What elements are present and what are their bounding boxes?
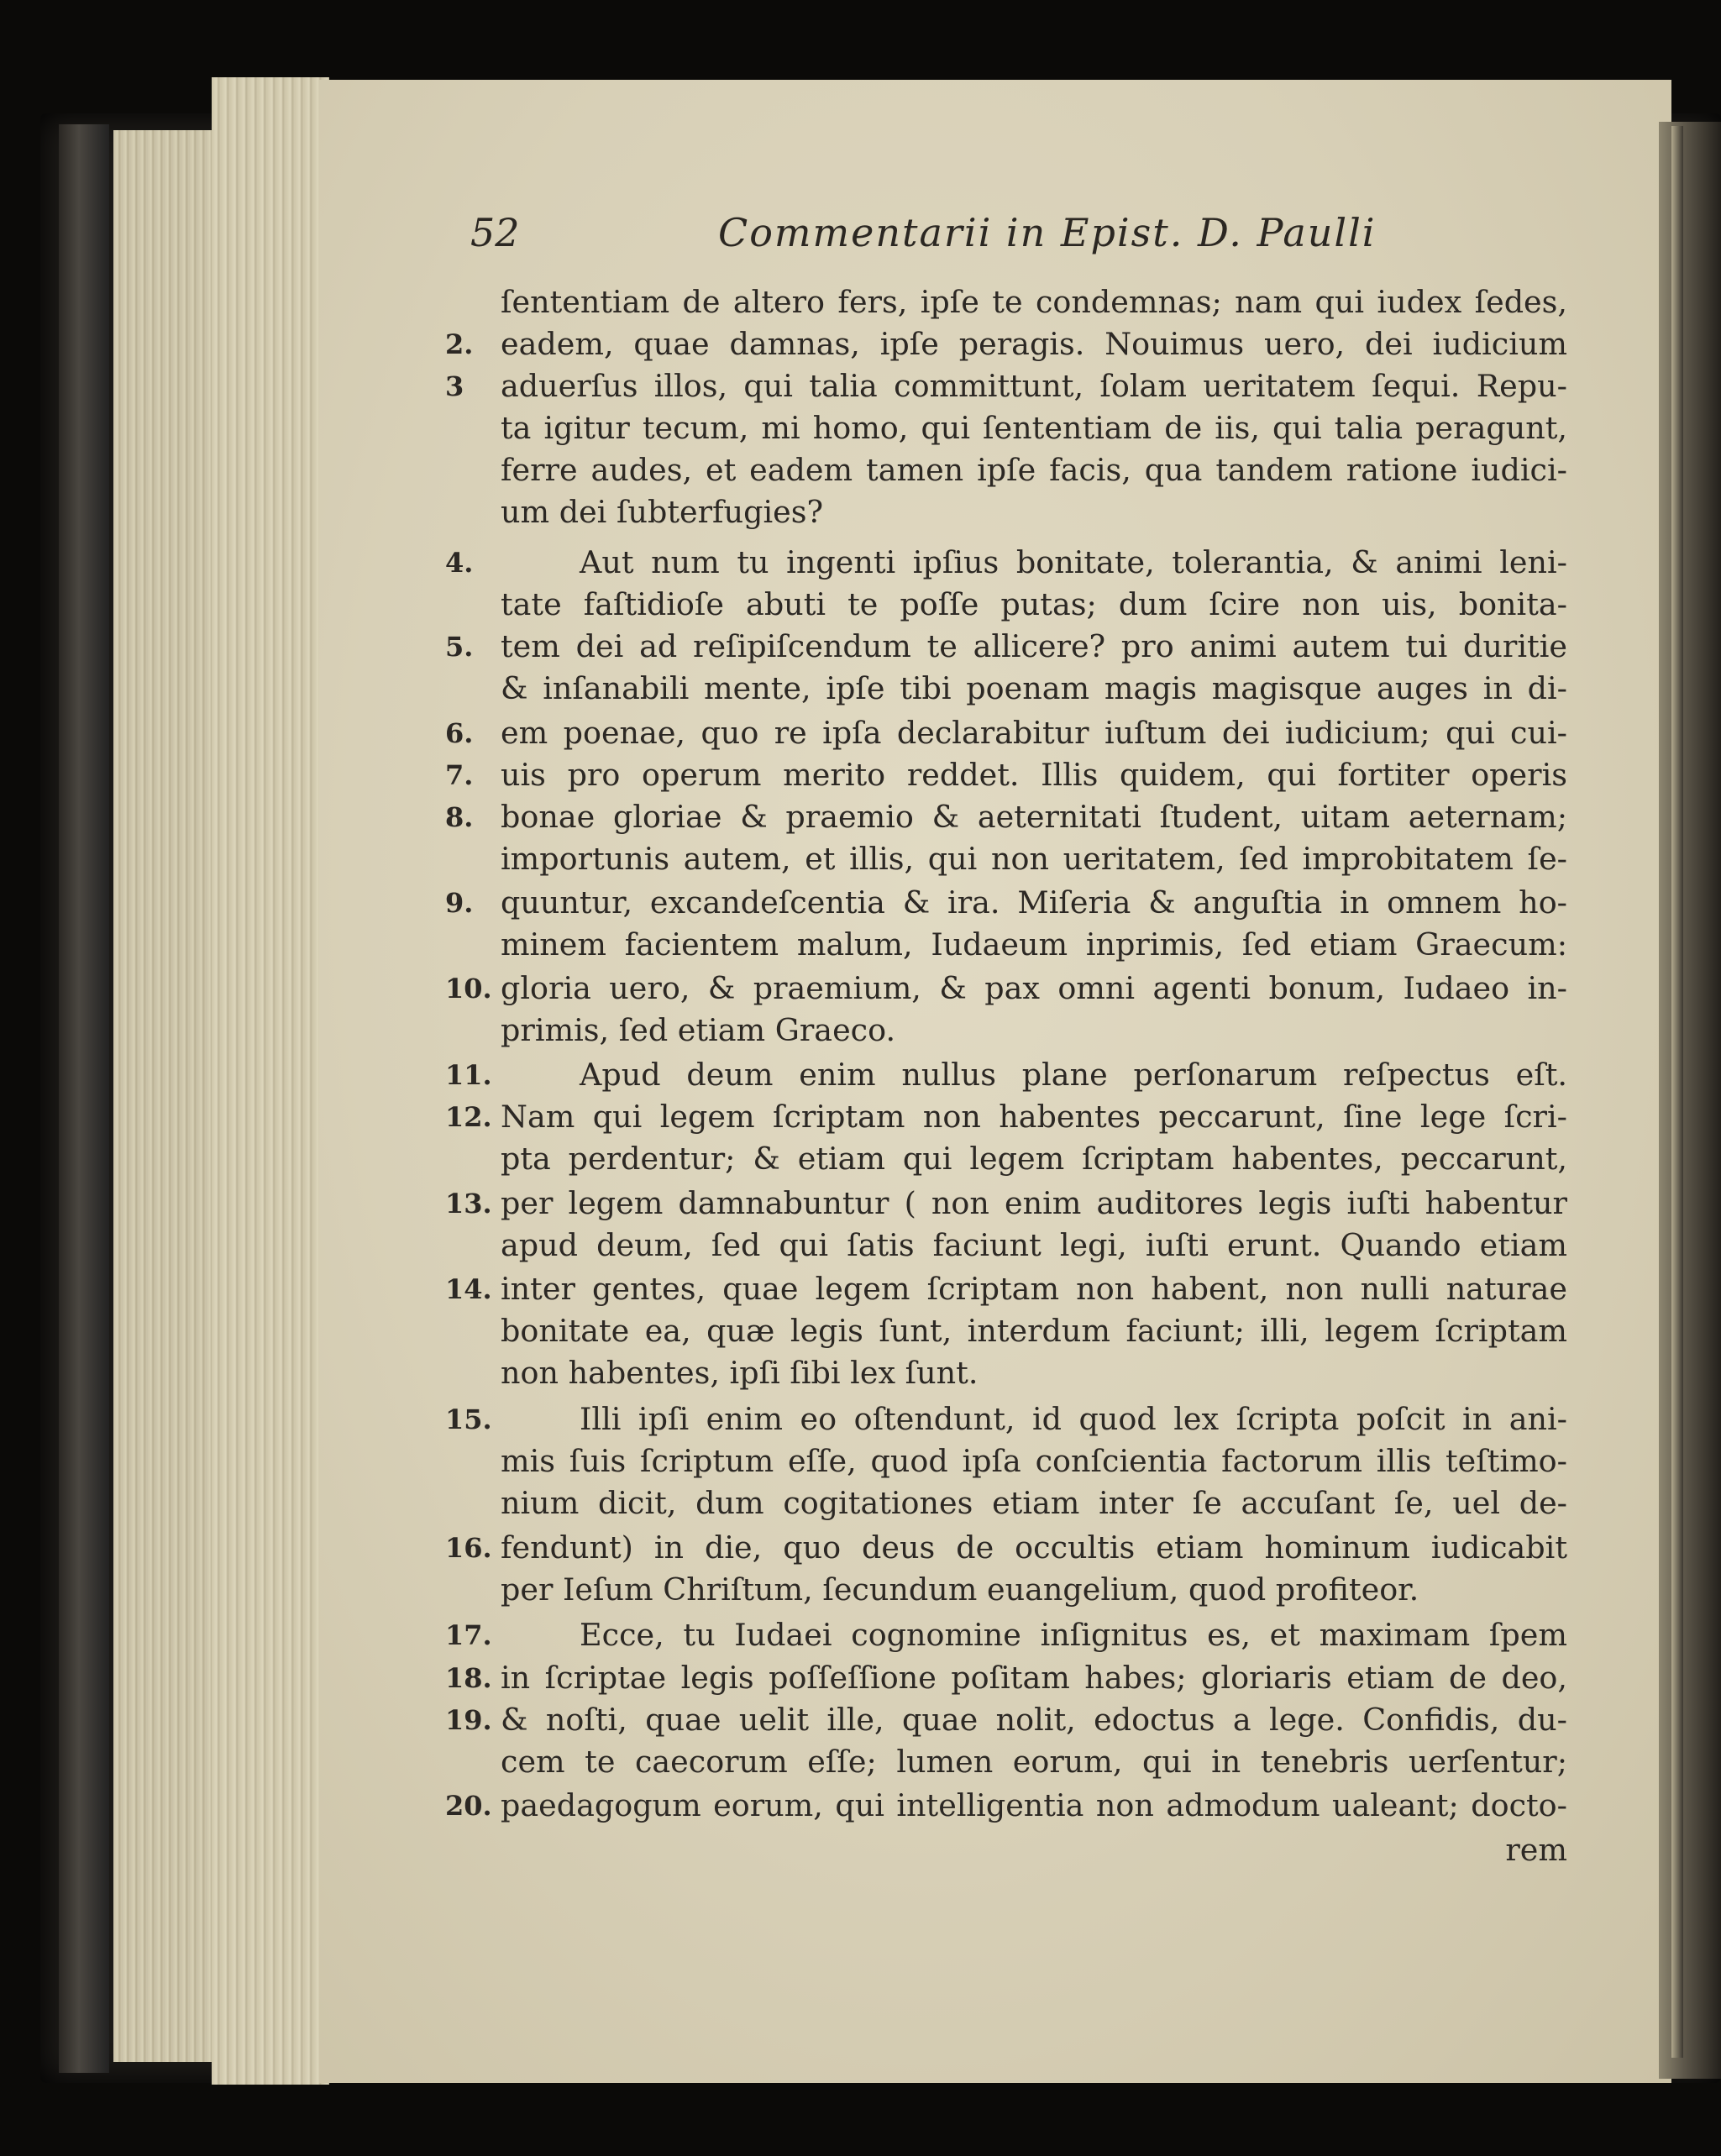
- text-line: ſententiam de altero fers, ipſe te condemnas; nam qui iudex ſedes,: [501, 284, 1567, 320]
- verse-number: [445, 407, 501, 449]
- text-line: paedagogum eorum, qui intelligentia non admodum ualeant; docto-: [501, 1787, 1567, 1823]
- text-line: aduerſus illos, qui talia committunt, ſolam ueritatem ſequi. Repu-: [501, 368, 1567, 404]
- catchword: rem: [1505, 1832, 1567, 1868]
- text-line: Apud deum enim nullus plane perſonarum reſpectus eſt.: [580, 1057, 1567, 1093]
- text-line: quuntur, excandeſcentia & ira. Miſeria & anguſtia in omnem ho-: [501, 884, 1567, 921]
- text-line: per Ieſum Chriſtum, ſecundum euangelium, quod profiteor.: [501, 1571, 1419, 1608]
- verse-number: [445, 1741, 501, 1783]
- text-line: bonae gloriae & praemio & aeternitati ſtudent, uitam aeternam;: [501, 799, 1567, 835]
- verse-number: 7.: [445, 759, 474, 791]
- verse-number: [445, 491, 501, 533]
- verse-number: 9.: [445, 887, 474, 919]
- verse-number: [445, 1310, 501, 1352]
- text-line: uis pro operum merito reddet. Illis quidem, qui fortiter operis: [501, 757, 1567, 793]
- text-line: in ſcriptae legis poſſeſſione poſitam habes; gloriaris etiam de deo,: [501, 1660, 1567, 1696]
- text-line: cem te caecorum eſſe; lumen eorum, qui in tenebris uerſentur;: [501, 1744, 1567, 1780]
- verse-number: 8.: [445, 801, 474, 833]
- verse-number: 19.: [445, 1704, 492, 1736]
- verse-number: [445, 1138, 501, 1180]
- verse-number: 16.: [445, 1532, 492, 1564]
- verse-number: 17.: [445, 1619, 492, 1651]
- verse-number: 18.: [445, 1662, 492, 1694]
- text-line: non habentes, ipſi ſibi lex ſunt.: [501, 1355, 979, 1391]
- facing-page-edge: [1671, 126, 1683, 2058]
- verse-number: 12.: [445, 1101, 492, 1133]
- verse-number: [445, 924, 501, 966]
- text-line: tem dei ad reſipiſcendum te allicere? pro animi autem tui duritie: [501, 628, 1567, 664]
- verse-number: [445, 449, 501, 491]
- text-line: importunis autem, et illis, qui non ueritatem, ſed improbitatem ſe-: [501, 841, 1567, 877]
- verse-number: 20.: [445, 1790, 492, 1822]
- text-line: Ecce, tu Iudaei cognomine inſignitus es, et maximam ſpem: [580, 1617, 1567, 1653]
- page-number: 52: [470, 210, 520, 255]
- verse-number: [445, 1482, 501, 1524]
- verse-number: 10.: [445, 973, 492, 1005]
- text-line: & inſanabili mente, ipſe tibi poenam magis magisque auges in di-: [501, 670, 1567, 706]
- page-stack-edge: [212, 77, 329, 2085]
- text-line: bonitate ea, quæ legis ſunt, interdum faciunt; illi, legem ſcriptam: [501, 1313, 1567, 1349]
- verse-number: 15.: [445, 1403, 492, 1435]
- text-line: tate faſtidioſe abuti te poſſe putas; dum ſcire non uis, bonita-: [501, 586, 1567, 622]
- verse-number: 2.: [445, 328, 474, 360]
- verse-number: 13.: [445, 1188, 492, 1220]
- text-line: Illi ipſi enim eo oſtendunt, id quod lex ſcripta poſcit in ani-: [580, 1401, 1567, 1437]
- text-line: fendunt) in die, quo deus de occultis etiam hominum iudicabit: [501, 1529, 1567, 1566]
- verse-number: [445, 584, 501, 626]
- running-head: Commentarii in Epist. D. Paulli: [718, 210, 1377, 255]
- text-line: pta perdentur; & etiam qui legem ſcriptam habentes, peccarunt,: [501, 1141, 1567, 1177]
- verse-number: [445, 1352, 501, 1394]
- text-line: apud deum, ſed qui ſatis faciunt legi, iuſti erunt. Quando etiam: [501, 1227, 1567, 1263]
- text-line: em poenae, quo re ipſa declarabitur iuſtum dei iudicium; qui cui-: [501, 715, 1567, 751]
- verse-number: [445, 668, 501, 710]
- verse-number: 3: [445, 370, 464, 402]
- text-line: & noſti, quae uelit ille, quae nolit, edoctus a lege. Confidis, du-: [501, 1702, 1567, 1738]
- text-line: Nam qui legem ſcriptam non habentes peccarunt, ſine lege ſcri-: [501, 1099, 1567, 1135]
- text-line: gloria uero, & praemium, & pax omni agenti bonum, Iudaeo in-: [501, 970, 1567, 1006]
- verse-number: 5.: [445, 631, 474, 663]
- text-line: Aut num tu ingenti ipſius bonitate, tolerantia, & animi leni-: [580, 544, 1567, 580]
- book-spine-edge: [59, 124, 109, 2073]
- text-line: mis ſuis ſcriptum eſſe, quod ipſa conſcientia factorum illis teſtimo-: [501, 1443, 1567, 1479]
- text-line: primis, ſed etiam Graeco.: [501, 1012, 896, 1048]
- text-line: per legem damnabuntur ( non enim auditores legis iuſti habentur: [501, 1185, 1567, 1221]
- verse-number: 6.: [445, 717, 474, 749]
- verse-number: [445, 1569, 501, 1611]
- text-line: inter gentes, quae legem ſcriptam non habent, non nulli naturae: [501, 1271, 1567, 1307]
- text-line: ta igitur tecum, mi homo, qui ſententiam de iis, qui talia peragunt,: [501, 410, 1567, 446]
- verse-number: 11.: [445, 1059, 492, 1091]
- verse-number: [445, 1010, 501, 1052]
- text-line: nium dicit, dum cogitationes etiam inter ſe accuſant ſe, uel de-: [501, 1485, 1567, 1521]
- verse-number: [445, 1225, 501, 1267]
- text-line: um dei ſubterfugies?: [501, 494, 824, 530]
- verse-number: [445, 281, 501, 323]
- verse-number: [445, 838, 501, 880]
- verse-number: 4.: [445, 547, 474, 579]
- book-gutter: [1659, 122, 1721, 2079]
- verse-number: 14.: [445, 1273, 492, 1305]
- verse-number: [445, 1440, 501, 1482]
- text-line: minem facientem malum, Iudaeum inprimis, ſed etiam Graecum:: [501, 926, 1567, 963]
- text-line: ferre audes, et eadem tamen ipſe facis, qua tandem ratione iudici-: [501, 452, 1567, 488]
- text-line: eadem, quae damnas, ipſe peragis. Nouimus uero, dei iudicium: [501, 326, 1567, 362]
